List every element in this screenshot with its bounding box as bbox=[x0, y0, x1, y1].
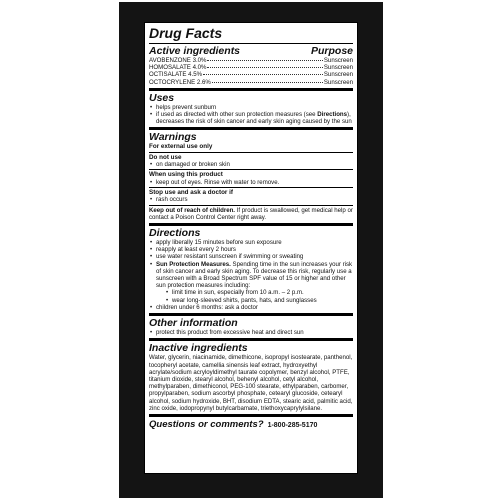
list-item bbox=[172, 289, 353, 296]
sun-protection-sublist bbox=[156, 289, 353, 303]
directions-section bbox=[149, 226, 353, 316]
list-item bbox=[156, 239, 353, 246]
external-use-notice: For external use only bbox=[149, 143, 213, 151]
list-item bbox=[156, 329, 353, 336]
inactive-ingredients-heading: Inactive ingredients bbox=[149, 342, 248, 355]
uses-section bbox=[149, 91, 353, 131]
drug-facts-title: Drug Facts bbox=[149, 25, 223, 41]
directions-list bbox=[149, 239, 353, 311]
warnings-section bbox=[149, 130, 353, 226]
uses-item-text: ), decreases the risk of skin cancer and early skin aging caused by the sun bbox=[156, 111, 352, 126]
ingredient-purpose: Sunscreen bbox=[323, 57, 353, 64]
active-ingredients-section bbox=[149, 44, 353, 91]
ingredient-name: AVOBENZONE 3.0% bbox=[149, 57, 207, 64]
dot-leader bbox=[212, 82, 323, 83]
directions-item-text: reapply at least every 2 hours bbox=[156, 246, 236, 254]
list-item bbox=[156, 161, 353, 168]
questions-section bbox=[149, 417, 353, 434]
directions-subitem-text: limit time in sun, especially from 10 a.m. – 2 p.m. bbox=[172, 289, 304, 297]
do-not-use-block bbox=[149, 152, 353, 169]
dot-leader bbox=[207, 67, 322, 68]
ingredient-purpose: Sunscreen bbox=[323, 71, 353, 79]
stop-use-heading: Stop use and ask a doctor if bbox=[149, 189, 233, 197]
keep-out-text: If product is swallowed, get medical help or contact a Poison Control Center right away. bbox=[149, 206, 353, 221]
when-using-block bbox=[149, 169, 353, 186]
do-not-use-heading: Do not use bbox=[149, 153, 182, 161]
ingredient-name: OCTISALATE 4.5% bbox=[149, 71, 203, 79]
uses-item-text: if used as directed with other sun protection measures (see bbox=[156, 111, 318, 119]
directions-item-text: use water resistant sunscreen if swimming or sweating bbox=[156, 253, 304, 261]
warning-item-text: on damaged or broken skin bbox=[156, 161, 230, 169]
drug-facts-panel bbox=[144, 22, 358, 474]
directions-reference: Directions bbox=[317, 111, 348, 119]
keep-out-heading: Keep out of reach of children. bbox=[149, 206, 235, 214]
ingredient-row bbox=[149, 71, 353, 78]
inactive-ingredients-text: Water, glycerin, niacinamide, dimethicone, isopropyl isostearate, panthenol, tocopheryl acetate, camellia sinensis leaf extract, hydroxyethyl acrylate/sodium acryloyldimethyl taurate copolymer, benzyl alcohol, PTFE, titanium dioxide, stearyl alcohol, behenyl alcohol, cetyl alcohol, methylparaben, dimethiconol, PEG-100 stearate, ethylparaben, carbomer, propylparaben, sodium ascorbyl phosphate, cetearyl glucoside, cetearyl alcohol, sodium hydroxide, BHT, disodium EDTA, stearic acid, palmitic acid, zinc oxide, iodopropynyl butylcarbamate, triethoxycaprylylsilane. bbox=[149, 354, 353, 412]
inactive-ingredients-section bbox=[149, 341, 353, 417]
list-item bbox=[172, 297, 353, 304]
ingredient-row bbox=[149, 64, 353, 71]
directions-item-text: Spending time in the sun increases your risk of skin cancer and early skin aging. To decrease this risk, regularly use a sunscreen with a Broad Spectrum SPF value of 15 or higher and other sun protection measures including: bbox=[156, 260, 353, 290]
sun-protection-heading: Sun Protection Measures. bbox=[156, 260, 231, 268]
directions-subitem-text: wear long-sleeved shirts, pants, hats, and sunglasses bbox=[172, 296, 317, 304]
list-item bbox=[156, 261, 353, 304]
warning-item-text: rash occurs bbox=[156, 196, 188, 204]
other-information-heading: Other information bbox=[149, 317, 238, 330]
list-item bbox=[156, 179, 353, 186]
ingredient-name: OCTOCRYLENE 2.6% bbox=[149, 78, 211, 86]
uses-item-text: helps prevent sunburn bbox=[156, 103, 217, 111]
list-item bbox=[156, 196, 353, 203]
directions-item-text: children under 6 months: ask a doctor bbox=[156, 303, 258, 311]
list-item bbox=[156, 246, 353, 253]
directions-heading: Directions bbox=[149, 227, 201, 240]
ingredient-purpose: Sunscreen bbox=[323, 78, 353, 86]
stop-use-block bbox=[149, 187, 353, 204]
warnings-heading: Warnings bbox=[149, 131, 197, 144]
active-ingredients-heading: Active ingredients bbox=[149, 45, 241, 57]
ingredient-name: HOMOSALATE 4.0% bbox=[149, 64, 207, 72]
uses-list bbox=[149, 104, 353, 126]
list-item bbox=[156, 304, 353, 311]
other-information-section bbox=[149, 316, 353, 341]
keep-out-of-reach-block bbox=[149, 205, 353, 221]
list-item bbox=[156, 253, 353, 260]
warning-item-text: keep out of eyes. Rinse with water to remove. bbox=[156, 178, 280, 186]
purpose-heading: Purpose bbox=[310, 45, 353, 57]
ingredient-row bbox=[149, 79, 353, 86]
questions-label: Questions or comments? bbox=[149, 418, 264, 430]
ingredient-purpose: Sunscreen bbox=[323, 64, 353, 72]
drug-facts-header bbox=[149, 25, 353, 44]
directions-item-text: apply liberally 15 minutes before sun exposure bbox=[156, 239, 282, 247]
questions-line bbox=[149, 418, 353, 432]
phone-number: 1-800-285-5170 bbox=[267, 421, 318, 429]
list-item bbox=[156, 104, 353, 111]
uses-heading: Uses bbox=[149, 91, 175, 104]
when-using-heading: When using this product bbox=[149, 171, 223, 179]
active-ingredients-header bbox=[149, 45, 353, 57]
ingredient-row bbox=[149, 57, 353, 64]
other-information-text: protect this product from excessive heat and direct sun bbox=[156, 329, 304, 337]
dot-leader bbox=[207, 60, 322, 61]
dot-leader bbox=[203, 74, 323, 75]
list-item bbox=[156, 111, 353, 125]
